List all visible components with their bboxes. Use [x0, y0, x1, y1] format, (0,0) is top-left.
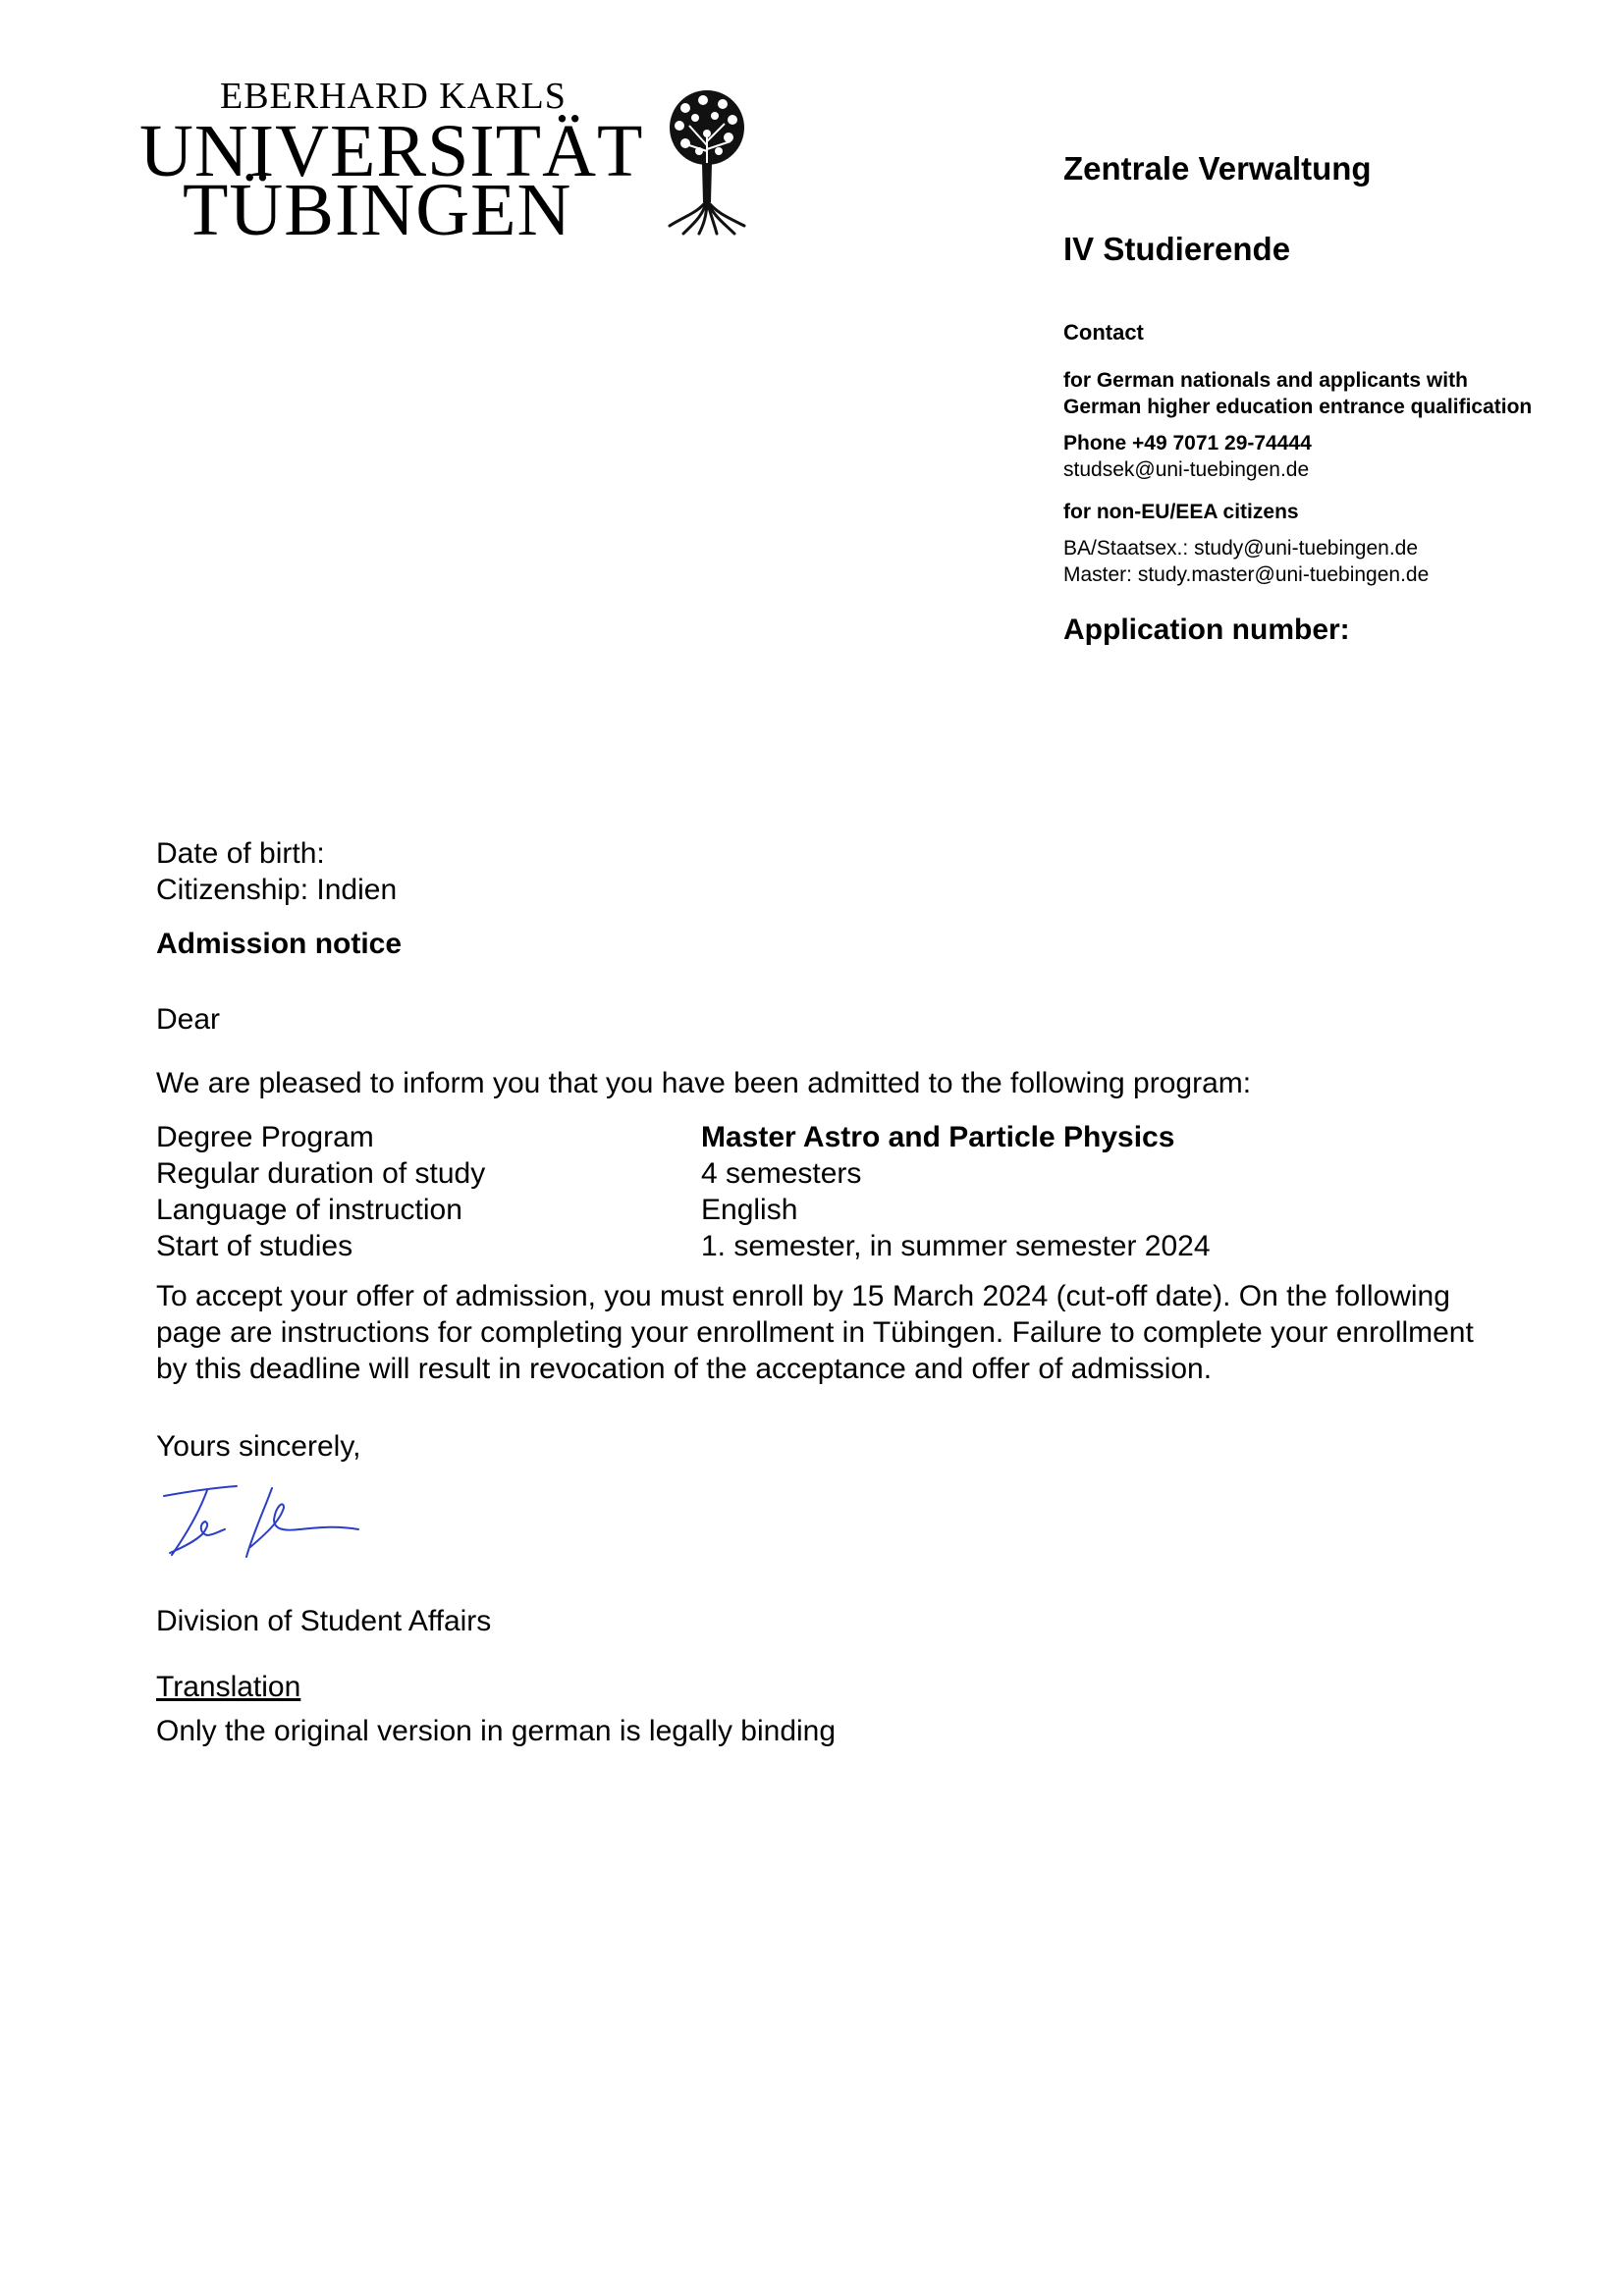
language-value: English	[701, 1194, 798, 1226]
program-value: Master Astro and Particle Physics	[701, 1121, 1175, 1153]
program-label: Degree Program	[156, 1121, 374, 1153]
letter-body	[156, 835, 1511, 1749]
date-of-birth: Date of birth:	[156, 837, 325, 870]
translation-label: Translation	[156, 1671, 301, 1703]
sender-info-column	[1063, 147, 1535, 649]
enrollment-instructions: To accept your offer of admission, you must enroll by 15 March 2024 (cut-off date). On the following page are instructions for completing your enrollment in Tübingen. Failure to complete your enrollment by this deadline will result in revocation of the acceptance and offer of admission.	[156, 1280, 1474, 1385]
logo-line-universitaet: UNIVERSITÄT	[139, 110, 644, 192]
citizenship: Citizenship: Indien	[156, 874, 398, 906]
division-name: Division of Student Affairs	[156, 1605, 492, 1637]
department-heading: Zentrale Verwaltung	[1063, 150, 1372, 187]
logo-line-tuebingen: TÜBINGEN	[183, 169, 572, 251]
studsek-email: studsek@uni-tuebingen.de	[1063, 458, 1310, 481]
university-logo	[139, 76, 644, 251]
closing: Yours sincerely,	[156, 1430, 361, 1463]
contact-label: Contact	[1063, 320, 1144, 345]
salutation: Dear	[156, 1003, 221, 1036]
application-number-label: Application number:	[1063, 614, 1350, 646]
duration-label: Regular duration of study	[156, 1157, 486, 1190]
letter-subject: Admission notice	[156, 928, 403, 960]
language-label: Language of instruction	[156, 1194, 462, 1226]
program-details-table	[156, 1119, 1511, 1264]
office-heading: IV Studierende	[1063, 231, 1291, 267]
german-nationals-label: for German nationals and applicants with German higher education entrance qualification	[1063, 369, 1533, 418]
ba-email: BA/Staatsex.: study@uni-tuebingen.de	[1063, 537, 1419, 560]
tree-icon	[664, 86, 750, 236]
phone-number: Phone +49 7071 29-74444	[1063, 432, 1312, 454]
binding-note: Only the original version in german is legally binding	[156, 1715, 837, 1747]
signature	[156, 1478, 362, 1567]
master-email: Master: study.master@uni-tuebingen.de	[1063, 563, 1430, 586]
start-label: Start of studies	[156, 1230, 353, 1262]
intro-text: We are pleased to inform you that you have been admitted to the following program:	[156, 1067, 1252, 1099]
non-eu-label: for non-EU/EEA citizens	[1063, 501, 1299, 523]
logo-line-eberhard-karls: EBERHARD KARLS	[220, 76, 567, 117]
duration-value: 4 semesters	[701, 1157, 862, 1190]
start-value: 1. semester, in summer semester 2024	[701, 1230, 1211, 1262]
